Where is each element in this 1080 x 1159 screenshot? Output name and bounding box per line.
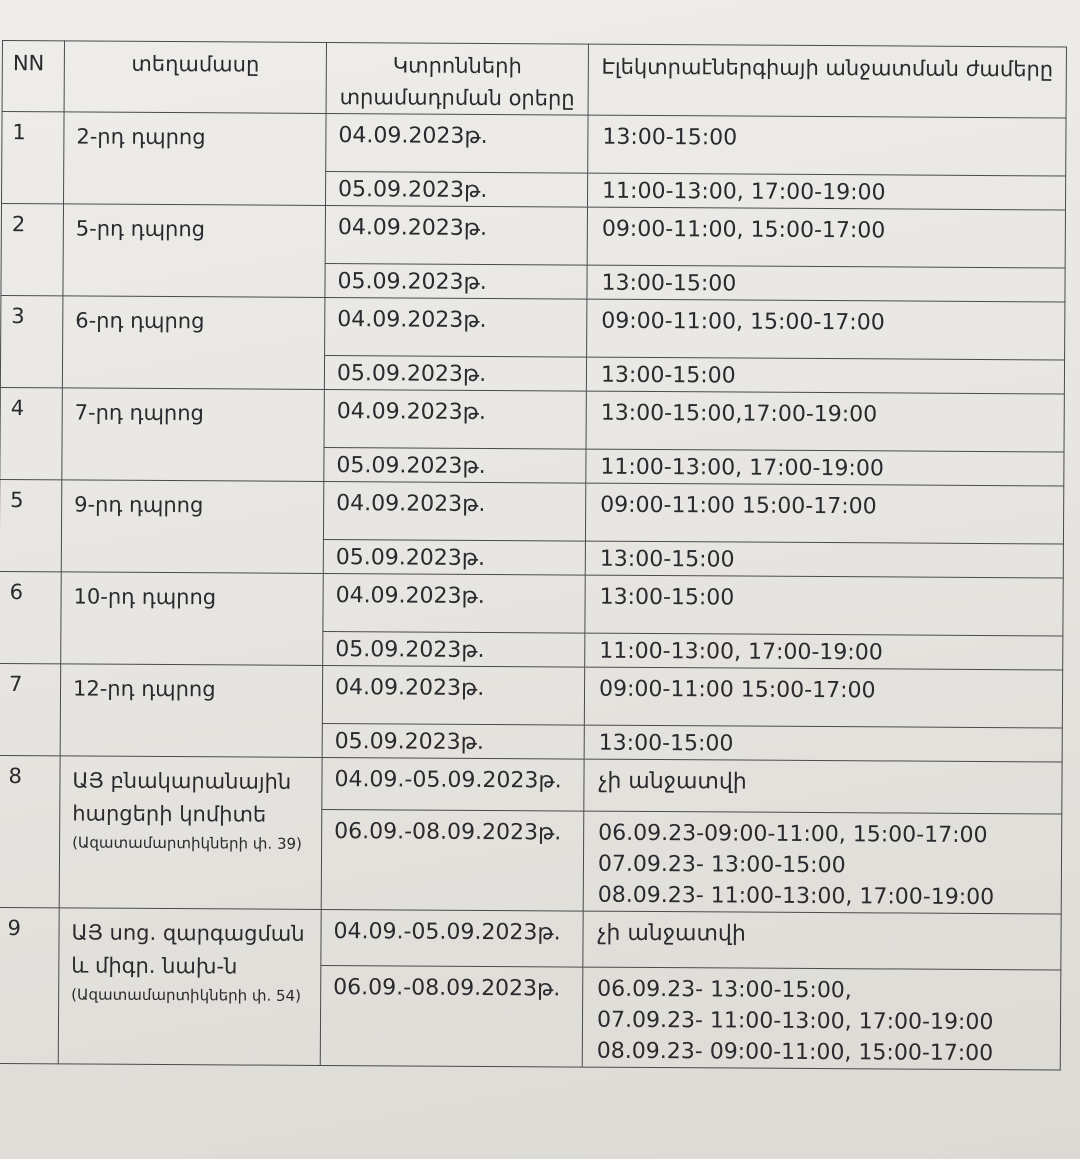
table-row xyxy=(1,295,1065,359)
row-hours: 13:00-15:00 xyxy=(588,115,1066,176)
place-line: և միգր. նախ-ն xyxy=(71,953,238,979)
row-hours: 13:00-15:00 xyxy=(585,575,1063,636)
header-nn: NN xyxy=(2,41,64,112)
place-address: (Ազատամարտիկների փ. 39) xyxy=(72,833,302,853)
row-date: 06.09.-08.09.2023թ. xyxy=(321,809,584,911)
row-number: 7 xyxy=(0,663,61,755)
hours-line: 07.09.23- 13:00-15:00 xyxy=(597,851,846,879)
row-date: 05.09.2023թ. xyxy=(324,447,586,483)
row-hours: 11:00-13:00, 17:00-19:00 xyxy=(587,173,1065,210)
hours-line: 06.09.23-09:00-11:00, 15:00-17:00 xyxy=(598,820,988,849)
row-date: 04.09.-05.09.2023թ. xyxy=(321,909,583,967)
row-hours xyxy=(582,967,1061,1070)
hours-line: 07.09.23- 11:00-13:00, 17:00-19:00 xyxy=(596,1007,994,1036)
row-hours: 09:00-11:00 15:00-17:00 xyxy=(584,667,1062,728)
header-dates: Կտրոնների տրամադրման օրերը xyxy=(326,42,588,115)
row-date: 05.09.2023թ. xyxy=(325,263,587,299)
table-row xyxy=(0,755,1062,813)
place-line: ԱՅ սոց. զարգացման xyxy=(71,920,305,946)
row-hours: 13:00-15:00 xyxy=(587,265,1065,302)
hours-line: 08.09.23- 11:00-13:00, 17:00-19:00 xyxy=(597,882,995,911)
row-number: 9 xyxy=(0,907,59,1063)
place-line: հարցերի կոմիտե xyxy=(72,801,267,827)
hours-line: 08.09.23- 09:00-11:00, 15:00-17:00 xyxy=(596,1038,994,1067)
row-number: 4 xyxy=(0,387,62,479)
row-date: 04.09.2023թ. xyxy=(325,205,587,265)
row-date: 04.09.2023թ. xyxy=(324,389,586,449)
row-number: 6 xyxy=(0,571,61,663)
row-date: 04.09.2023թ. xyxy=(325,297,587,357)
table-row xyxy=(2,112,1066,176)
row-number: 8 xyxy=(0,755,60,907)
row-hours: 13:00-15:00 xyxy=(584,725,1062,762)
table-row xyxy=(0,663,1063,727)
row-date: 05.09.2023թ. xyxy=(324,355,586,391)
table-row xyxy=(1,204,1065,268)
row-hours: 09:00-11:00, 15:00-17:00 xyxy=(587,299,1065,360)
row-place: 10-րդ դպրոց xyxy=(61,572,324,666)
row-place xyxy=(59,756,322,910)
row-place: 9-րդ դպրոց xyxy=(61,480,324,574)
row-place: 12-րդ դպրոց xyxy=(60,664,323,758)
row-place: 2-րդ դպրոց xyxy=(64,112,327,206)
row-number: 1 xyxy=(2,112,65,204)
power-outage-schedule-table xyxy=(0,40,1067,1070)
row-number: 2 xyxy=(1,204,64,296)
row-date: 04.09.2023թ. xyxy=(326,113,588,173)
row-number: 5 xyxy=(0,479,62,571)
row-hours xyxy=(583,811,1062,914)
row-hours: 13:00-15:00 xyxy=(585,541,1063,578)
place-address: (Ազատամարտիկների փ. 54) xyxy=(71,985,302,1005)
row-date: 06.09.-08.09.2023թ. xyxy=(320,965,583,1067)
row-date: 04.09.2023թ. xyxy=(322,665,584,725)
row-hours: 13:00-15:00,17:00-19:00 xyxy=(586,391,1064,452)
header-row xyxy=(2,41,1066,118)
row-place xyxy=(58,908,321,1066)
row-hours: չի անջատվի xyxy=(583,911,1061,970)
row-hours: 09:00-11:00 15:00-17:00 xyxy=(585,483,1063,544)
row-date: 04.09.2023թ. xyxy=(323,481,585,541)
row-date: 04.09.-05.09.2023թ. xyxy=(322,757,584,811)
table-row xyxy=(0,571,1063,635)
table-row xyxy=(0,387,1064,451)
row-place: 5-րդ դպրոց xyxy=(63,204,326,298)
header-hours: Էլեկտրաէներգիայի անջատման ժամերը xyxy=(588,44,1066,118)
table-row xyxy=(0,907,1061,969)
row-date: 04.09.2023թ. xyxy=(323,573,585,633)
row-hours: 09:00-11:00, 15:00-17:00 xyxy=(587,207,1065,268)
place-line: ԱՅ բնակարանային xyxy=(72,768,292,794)
row-place: 6-րդ դպրոց xyxy=(62,296,325,390)
row-date: 05.09.2023թ. xyxy=(322,723,584,759)
row-date: 05.09.2023թ. xyxy=(323,539,585,575)
row-hours: չի անջատվի xyxy=(584,759,1062,814)
hours-line: 06.09.23- 13:00-15:00, xyxy=(597,976,852,1004)
header-place: տեղամասը xyxy=(64,41,326,114)
row-hours: 11:00-13:00, 17:00-19:00 xyxy=(586,449,1064,486)
row-date: 05.09.2023թ. xyxy=(325,171,587,207)
row-place: 7-րդ դպրոց xyxy=(62,388,325,482)
row-hours: 11:00-13:00, 17:00-19:00 xyxy=(585,633,1063,670)
table-row xyxy=(0,479,1064,543)
row-number: 3 xyxy=(0,295,63,387)
row-date: 05.09.2023թ. xyxy=(323,631,585,667)
row-hours: 13:00-15:00 xyxy=(586,357,1064,394)
